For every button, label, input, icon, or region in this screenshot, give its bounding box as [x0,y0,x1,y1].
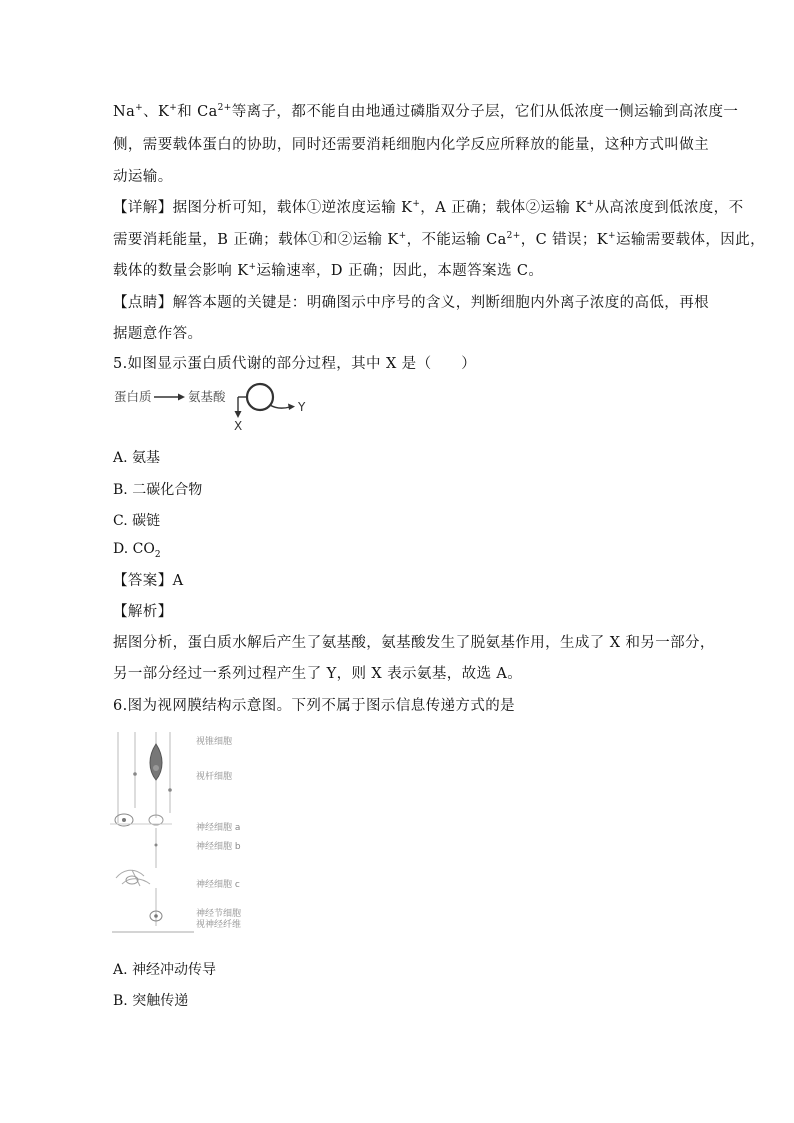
text-run: ，不能运输 Ca [406,232,507,248]
ganglion-label: 神经节细胞 [196,909,242,919]
rod-dot [168,788,172,792]
text-run: 【详解】据图分析可知，载体①逆浓度运输 K [113,200,413,216]
text-line: 动运输。 [113,169,173,185]
option-a[interactable]: A. 神经冲动传导 [113,962,217,978]
neuron-a-label: 神经细胞 a [196,823,241,833]
superscript: + [135,103,144,114]
arrow-head [178,394,185,401]
question-6-stem: 6.图为视网膜结构示意图。下列不属于图示信息传递方式的是 [113,698,516,714]
text-run: 载体的数量会影响 K [113,263,249,279]
optic-fiber-label: 视神经纤维 [196,920,242,930]
subscript: 2 [154,549,161,560]
protein-metabolism-diagram [112,378,342,434]
superscript: 2+ [506,231,521,242]
option-b[interactable]: B. 二碳化合物 [113,482,203,498]
tip-line: 【点睛】解答本题的关键是：明确图示中序号的含义，判断细胞内外离子浓度的高低，再根 [113,295,709,311]
cone-nucleus [153,765,159,771]
cone-cell-shape [150,744,162,780]
text-run: 和 Ca [177,104,218,120]
amino-acid-label: 氨基酸 [188,389,226,404]
text-run: 等离子，都不能自由地通过磷脂双分子层，它们从低浓度一侧运输到高浓度一 [231,104,739,120]
superscript: + [608,231,616,242]
output-arrow-head [288,404,295,411]
option-a[interactable]: A. 氨基 [113,450,161,466]
text-run: 从高浓度到低浓度，不 [594,200,744,216]
text-run: Na [113,104,136,120]
detail-line [113,262,543,280]
y-label: Y [298,400,306,414]
text-run: 、K [143,104,170,120]
option-d[interactable] [113,541,161,560]
option-c[interactable]: C. 碳链 [113,513,161,529]
text-run: 运输速率，D 正确；因此，本题答案选 C。 [256,263,544,279]
x-label: X [234,419,243,433]
protein-label: 蛋白质 [114,389,152,404]
option-d-text: D. CO [113,541,155,557]
superscript: + [586,199,595,210]
detail-line [113,231,765,249]
text-run: ，C 错误；K [520,232,609,248]
superscript: + [412,199,421,210]
neuron-c-label: 神经细胞 c [196,880,240,890]
retina-structure-diagram [110,728,270,938]
question-5-stem: 5.如图显示蛋白质代谢的部分过程，其中 X 是（ ） [113,356,477,372]
text-line: 侧，需要载体蛋白的协助，同时还需要消耗细胞内化学反应所释放的能量，这种方式叫做主 [113,137,709,153]
superscript: 2+ [217,103,232,114]
deamination-arrow-head [235,411,242,418]
text-run: ，A 正确；载体②运输 K [420,200,587,216]
text-run: 需要消耗能量，B 正确；载体①和②运输 K [113,232,399,248]
neuron-b-label: 神经细胞 b [196,842,241,852]
text-run: 运输需要载体，因此， [616,232,765,248]
tip-line: 据题意作答。 [113,326,203,342]
ganglion-nucleus [154,914,158,918]
rod-dot [133,772,137,776]
superscript: + [169,103,178,114]
analysis-line: 另一部分经过一系列过程产生了 Y，则 X 表示氨基，故选 A。 [113,666,523,682]
analysis-heading: 【解析】 [113,604,173,620]
superscript: + [398,231,407,242]
text-line [113,103,738,121]
rod-label: 视杆细胞 [196,772,233,782]
neuron-a-nucleus [122,818,126,822]
option-b[interactable]: B. 突触传递 [113,993,189,1009]
cycle-circle [247,384,273,410]
detail-line [113,199,743,217]
neuron-b-dot [155,844,158,847]
analysis-line: 据图分析，蛋白质水解后产生了氨基酸，氨基酸发生了脱氨基作用，生成了 X 和另一部分， [113,635,715,651]
superscript: + [248,262,257,273]
answer-line: 【答案】A [113,573,184,589]
output-arrow-line [270,405,290,408]
cone-label: 视锥细胞 [196,737,233,747]
